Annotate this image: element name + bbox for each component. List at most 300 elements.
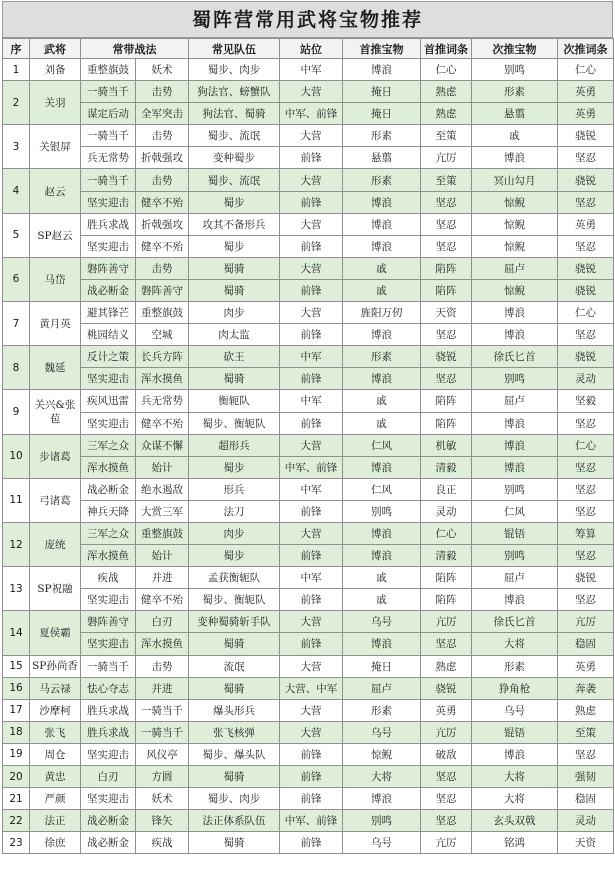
cell-second-treasure: 戚 (472, 125, 558, 147)
cell-team: 蜀步 (189, 191, 280, 213)
cell-second-treasure: 博浪 (472, 412, 558, 434)
cell-second-attr: 骁锐 (558, 125, 614, 147)
cell-team: 流氓 (189, 655, 280, 677)
cell-team: 狗法官、螃蟹队 (189, 81, 280, 103)
cell-first-treasure: 戚 (343, 257, 421, 279)
cell-first-attr: 坚忍 (421, 235, 472, 257)
cell-team: 法刀 (189, 500, 280, 522)
cell-tactic-1: 坚实迎击 (81, 191, 136, 213)
table-row (3, 832, 614, 854)
cell-second-attr: 坚毅 (558, 390, 614, 412)
table-row (3, 147, 614, 169)
cell-seq: 9 (3, 390, 30, 434)
cell-position: 大营 (280, 125, 343, 147)
table-row (3, 169, 614, 191)
cell-general: 刘备 (30, 59, 81, 81)
table-row (3, 235, 614, 257)
cell-tactic-1: 一骑当千 (81, 169, 136, 191)
cell-position: 前锋 (280, 788, 343, 810)
cell-first-treasure: 形素 (343, 125, 421, 147)
cell-position: 前锋 (280, 743, 343, 765)
cell-tactic-2: 并进 (136, 677, 189, 699)
table-row (3, 589, 614, 611)
cell-first-treasure: 别鸣 (343, 810, 421, 832)
cell-first-attr: 陷阵 (421, 589, 472, 611)
cell-first-treasure: 旌阳万仞 (343, 302, 421, 324)
cell-second-attr: 稳固 (558, 788, 614, 810)
cell-first-attr: 至策 (421, 125, 472, 147)
cell-first-attr: 灵动 (421, 500, 472, 522)
cell-team: 攻其不备形兵 (189, 213, 280, 235)
cell-second-treasure: 博浪 (472, 743, 558, 765)
cell-position: 大营 (280, 699, 343, 721)
cell-position: 中军 (280, 478, 343, 500)
cell-second-treasure: 锟铻 (472, 522, 558, 544)
cell-tactic-2: 空城 (136, 324, 189, 346)
cell-position: 前锋 (280, 147, 343, 169)
table-row (3, 766, 614, 788)
cell-tactic-1: 坚实迎击 (81, 235, 136, 257)
cell-first-treasure: 屈卢 (343, 677, 421, 699)
cell-tactic-1: 浑水摸鱼 (81, 545, 136, 567)
cell-second-treasure: 惊鲵 (472, 191, 558, 213)
cell-first-treasure: 博浪 (343, 368, 421, 390)
cell-first-treasure: 戚 (343, 390, 421, 412)
cell-first-attr: 陷阵 (421, 412, 472, 434)
cell-seq: 20 (3, 766, 30, 788)
cell-second-treasure: 乌号 (472, 699, 558, 721)
cell-first-attr: 仁心 (421, 59, 472, 81)
cell-general: 张飞 (30, 721, 81, 743)
cell-first-treasure: 乌号 (343, 721, 421, 743)
cell-general: 步诸葛 (30, 434, 81, 478)
cell-position: 中军 (280, 59, 343, 81)
table-row (3, 500, 614, 522)
cell-tactic-2: 击势 (136, 125, 189, 147)
cell-seq: 17 (3, 699, 30, 721)
cell-team: 肉步 (189, 302, 280, 324)
cell-tactic-1: 神兵天降 (81, 500, 136, 522)
cell-position: 大营 (280, 721, 343, 743)
cell-general: 庞统 (30, 522, 81, 566)
cell-first-attr: 机敏 (421, 434, 472, 456)
table-row (3, 257, 614, 279)
cell-general: SP祝融 (30, 567, 81, 611)
cell-tactic-1: 反计之策 (81, 346, 136, 368)
cell-tactic-1: 战必断金 (81, 832, 136, 854)
cell-team: 超形兵 (189, 434, 280, 456)
cell-second-attr: 灵动 (558, 368, 614, 390)
cell-team: 孟获衡轭队 (189, 567, 280, 589)
cell-tactic-1: 坚实迎击 (81, 412, 136, 434)
cell-general: 夏侯霸 (30, 611, 81, 655)
cell-second-attr: 灵动 (558, 810, 614, 832)
cell-tactic-1: 桃园结义 (81, 324, 136, 346)
cell-second-treasure: 博浪 (472, 434, 558, 456)
cell-first-attr: 陷阵 (421, 279, 472, 301)
cell-team: 蜀骑 (189, 677, 280, 699)
cell-tactic-2: 重整旗鼓 (136, 302, 189, 324)
table-row (3, 478, 614, 500)
cell-seq: 18 (3, 721, 30, 743)
cell-team: 蜀骑 (189, 368, 280, 390)
cell-position: 中军 (280, 346, 343, 368)
cell-tactic-1: 三军之众 (81, 522, 136, 544)
cell-team: 法正体系队伍 (189, 810, 280, 832)
cell-tactic-2: 浑水摸鱼 (136, 368, 189, 390)
cell-first-attr: 熟虑 (421, 655, 472, 677)
cell-team: 蜀步 (189, 235, 280, 257)
table-row (3, 59, 614, 81)
cell-first-treasure: 博浪 (343, 59, 421, 81)
cell-first-attr: 天资 (421, 302, 472, 324)
cell-seq: 2 (3, 81, 30, 125)
cell-tactic-2: 大赏三军 (136, 500, 189, 522)
recommendation-table (2, 38, 614, 854)
cell-first-attr: 坚忍 (421, 788, 472, 810)
cell-second-treasure: 仁风 (472, 500, 558, 522)
cell-first-attr: 骁锐 (421, 346, 472, 368)
cell-first-attr: 清毅 (421, 456, 472, 478)
cell-general: 法正 (30, 810, 81, 832)
cell-tactic-2: 浑水摸鱼 (136, 633, 189, 655)
cell-team: 蜀步、衡轭队 (189, 412, 280, 434)
cell-second-attr: 坚忍 (558, 324, 614, 346)
table-row (3, 279, 614, 301)
cell-first-attr: 亢厉 (421, 147, 472, 169)
cell-position: 前锋 (280, 633, 343, 655)
recommendation-sheet (2, 1, 613, 867)
cell-general: 关兴&张苞 (30, 390, 81, 434)
cell-team: 砍王 (189, 346, 280, 368)
cell-tactic-2: 绝水遏敌 (136, 478, 189, 500)
cell-position: 大营 (280, 522, 343, 544)
cell-second-attr: 坚忍 (558, 191, 614, 213)
cell-first-attr: 坚忍 (421, 766, 472, 788)
cell-position: 前锋 (280, 191, 343, 213)
header-second-treasure: 次推宝物 (472, 39, 558, 59)
cell-position: 前锋 (280, 324, 343, 346)
cell-first-attr: 坚忍 (421, 368, 472, 390)
cell-position: 前锋 (280, 279, 343, 301)
cell-second-treasure: 博浪 (472, 456, 558, 478)
cell-second-treasure: 博浪 (472, 324, 558, 346)
cell-first-treasure: 博浪 (343, 522, 421, 544)
cell-position: 前锋 (280, 235, 343, 257)
cell-team: 蜀步 (189, 545, 280, 567)
cell-first-treasure: 掩日 (343, 655, 421, 677)
cell-tactic-2: 健卒不殆 (136, 412, 189, 434)
cell-general: 严颜 (30, 788, 81, 810)
cell-first-treasure: 博浪 (343, 788, 421, 810)
cell-tactic-2: 疾战 (136, 832, 189, 854)
cell-team: 蜀步、衡轭队 (189, 589, 280, 611)
table-row (3, 125, 614, 147)
cell-tactic-1: 避其锋芒 (81, 302, 136, 324)
cell-tactic-1: 坚实迎击 (81, 368, 136, 390)
cell-seq: 12 (3, 522, 30, 566)
cell-second-attr: 仁心 (558, 302, 614, 324)
cell-tactic-2: 并进 (136, 567, 189, 589)
cell-tactic-1: 浑水摸鱼 (81, 456, 136, 478)
cell-second-treasure: 惊鲵 (472, 235, 558, 257)
cell-first-treasure: 形素 (343, 346, 421, 368)
cell-second-attr: 骁锐 (558, 346, 614, 368)
cell-general: 赵云 (30, 169, 81, 213)
table-row (3, 522, 614, 544)
cell-second-treasure: 冥山勾月 (472, 169, 558, 191)
cell-second-attr: 骁锐 (558, 567, 614, 589)
cell-tactic-1: 疾风迅雷 (81, 390, 136, 412)
header-team: 常见队伍 (189, 39, 280, 59)
cell-second-attr: 天资 (558, 832, 614, 854)
cell-team: 蜀骑 (189, 633, 280, 655)
cell-team: 形兵 (189, 478, 280, 500)
cell-position: 中军 (280, 390, 343, 412)
cell-tactic-1: 一骑当千 (81, 81, 136, 103)
cell-second-treasure: 别鸣 (472, 545, 558, 567)
table-row (3, 81, 614, 103)
cell-general: 黄忠 (30, 766, 81, 788)
cell-general: SP孙尚香 (30, 655, 81, 677)
cell-tactic-2: 击势 (136, 655, 189, 677)
cell-position: 大营 (280, 257, 343, 279)
cell-first-attr: 坚忍 (421, 810, 472, 832)
cell-general: 关羽 (30, 81, 81, 125)
header-first-attr: 首推词条 (421, 39, 472, 59)
cell-second-treasure: 博浪 (472, 147, 558, 169)
cell-seq: 10 (3, 434, 30, 478)
table-row (3, 412, 614, 434)
cell-seq: 21 (3, 788, 30, 810)
table-row (3, 324, 614, 346)
table-row (3, 721, 614, 743)
cell-seq: 14 (3, 611, 30, 655)
cell-team: 蜀骑 (189, 832, 280, 854)
table-row (3, 611, 614, 633)
cell-position: 前锋 (280, 766, 343, 788)
cell-first-attr: 亢厉 (421, 721, 472, 743)
cell-seq: 19 (3, 743, 30, 765)
cell-position: 中军、前锋 (280, 456, 343, 478)
cell-position: 中军、前锋 (280, 810, 343, 832)
cell-seq: 7 (3, 302, 30, 346)
cell-team: 蜀步、肉步 (189, 788, 280, 810)
cell-second-treasure: 别鸣 (472, 59, 558, 81)
header-first-treasure: 首推宝物 (343, 39, 421, 59)
header-row (3, 39, 614, 59)
cell-second-treasure: 别鸣 (472, 368, 558, 390)
table-row (3, 103, 614, 125)
cell-second-attr: 坚忍 (558, 147, 614, 169)
cell-tactic-1: 兵无常势 (81, 147, 136, 169)
cell-team: 蜀步 (189, 456, 280, 478)
table-row (3, 699, 614, 721)
cell-tactic-2: 风仪亭 (136, 743, 189, 765)
cell-team: 变种蜀步 (189, 147, 280, 169)
cell-tactic-2: 兵无常势 (136, 390, 189, 412)
cell-team: 爆头形兵 (189, 699, 280, 721)
cell-team: 肉太监 (189, 324, 280, 346)
table-row (3, 655, 614, 677)
cell-second-treasure: 狰角枪 (472, 677, 558, 699)
cell-position: 大营 (280, 434, 343, 456)
cell-seq: 23 (3, 832, 30, 854)
cell-first-treasure: 博浪 (343, 213, 421, 235)
cell-second-attr: 坚忍 (558, 235, 614, 257)
cell-general: SP赵云 (30, 213, 81, 257)
cell-position: 大营 (280, 169, 343, 191)
cell-seq: 11 (3, 478, 30, 522)
cell-second-attr: 熟虑 (558, 699, 614, 721)
cell-tactic-1: 战必断金 (81, 810, 136, 832)
cell-general: 马云禄 (30, 677, 81, 699)
cell-tactic-1: 怯心夺志 (81, 677, 136, 699)
cell-first-treasure: 掩日 (343, 103, 421, 125)
cell-first-attr: 坚忍 (421, 191, 472, 213)
cell-general: 关银屏 (30, 125, 81, 169)
cell-first-treasure: 博浪 (343, 191, 421, 213)
cell-second-attr: 坚忍 (558, 743, 614, 765)
cell-general: 弓诸葛 (30, 478, 81, 522)
cell-general: 周仓 (30, 743, 81, 765)
header-seq: 序 (3, 39, 30, 59)
cell-team: 蜀步、爆头队 (189, 743, 280, 765)
cell-position: 大营 (280, 655, 343, 677)
cell-second-treasure: 屈卢 (472, 257, 558, 279)
cell-tactic-2: 一骑当千 (136, 721, 189, 743)
table-row (3, 346, 614, 368)
table-row (3, 567, 614, 589)
cell-first-attr: 仁心 (421, 522, 472, 544)
cell-second-attr: 英勇 (558, 81, 614, 103)
cell-tactic-1: 谋定后动 (81, 103, 136, 125)
cell-second-treasure: 惊鲵 (472, 279, 558, 301)
cell-tactic-2: 重整旗鼓 (136, 522, 189, 544)
cell-tactic-2: 一骑当千 (136, 699, 189, 721)
cell-second-attr: 强韧 (558, 766, 614, 788)
cell-tactic-1: 磐阵善守 (81, 611, 136, 633)
cell-team: 蜀步、流氓 (189, 125, 280, 147)
cell-first-attr: 至策 (421, 169, 472, 191)
cell-tactic-2: 锋矢 (136, 810, 189, 832)
table-row (3, 743, 614, 765)
table-row (3, 788, 614, 810)
cell-seq: 15 (3, 655, 30, 677)
cell-position: 中军 (280, 567, 343, 589)
cell-tactic-2: 长兵方阵 (136, 346, 189, 368)
cell-first-treasure: 博浪 (343, 633, 421, 655)
cell-first-treasure: 仁风 (343, 478, 421, 500)
cell-second-treasure: 锟铻 (472, 721, 558, 743)
cell-first-attr: 亢厉 (421, 611, 472, 633)
cell-first-treasure: 博浪 (343, 324, 421, 346)
cell-tactic-1: 胜兵求战 (81, 699, 136, 721)
cell-tactic-1: 胜兵求战 (81, 721, 136, 743)
cell-second-attr: 至策 (558, 721, 614, 743)
cell-second-attr: 英勇 (558, 655, 614, 677)
cell-second-attr: 英勇 (558, 213, 614, 235)
cell-first-attr: 陷阵 (421, 390, 472, 412)
cell-position: 大营、中军 (280, 677, 343, 699)
cell-second-attr: 坚忍 (558, 589, 614, 611)
cell-seq: 16 (3, 677, 30, 699)
table-row (3, 633, 614, 655)
cell-tactic-2: 妖术 (136, 788, 189, 810)
cell-tactic-1: 磐阵善守 (81, 257, 136, 279)
cell-team: 肉步 (189, 522, 280, 544)
cell-first-attr: 陷阵 (421, 567, 472, 589)
table-row (3, 213, 614, 235)
cell-general: 沙摩柯 (30, 699, 81, 721)
cell-second-treasure: 形素 (472, 655, 558, 677)
cell-first-attr: 破敌 (421, 743, 472, 765)
cell-tactic-2: 始计 (136, 456, 189, 478)
table-row (3, 390, 614, 412)
table-row (3, 456, 614, 478)
cell-second-attr: 坚忍 (558, 500, 614, 522)
cell-tactic-1: 坚实迎击 (81, 589, 136, 611)
cell-first-attr: 熟虑 (421, 103, 472, 125)
table-row (3, 545, 614, 567)
cell-position: 大营 (280, 611, 343, 633)
header-tactics: 常带战法 (81, 39, 189, 59)
cell-second-treasure: 大将 (472, 766, 558, 788)
cell-second-treasure: 别鸣 (472, 478, 558, 500)
cell-team: 张飞核弹 (189, 721, 280, 743)
cell-first-treasure: 博浪 (343, 545, 421, 567)
cell-tactic-1: 坚实迎击 (81, 788, 136, 810)
cell-second-attr: 骁锐 (558, 279, 614, 301)
cell-tactic-2: 折戟强攻 (136, 213, 189, 235)
cell-second-attr: 骁锐 (558, 257, 614, 279)
cell-team: 蜀步、流氓 (189, 169, 280, 191)
cell-tactic-2: 击势 (136, 81, 189, 103)
header-second-attr: 次推词条 (558, 39, 614, 59)
cell-tactic-1: 一骑当千 (81, 655, 136, 677)
cell-position: 中军、前锋 (280, 103, 343, 125)
cell-first-attr: 陷阵 (421, 257, 472, 279)
cell-first-treasure: 戚 (343, 412, 421, 434)
cell-tactic-1: 坚实迎击 (81, 633, 136, 655)
cell-tactic-1: 胜兵求战 (81, 213, 136, 235)
cell-seq: 5 (3, 213, 30, 257)
cell-tactic-1: 白刃 (81, 766, 136, 788)
cell-first-attr: 坚忍 (421, 633, 472, 655)
cell-tactic-2: 妖术 (136, 59, 189, 81)
cell-first-treasure: 别鸣 (343, 500, 421, 522)
cell-second-treasure: 博浪 (472, 589, 558, 611)
cell-seq: 1 (3, 59, 30, 81)
cell-general: 黄月英 (30, 302, 81, 346)
cell-tactic-1: 战必断金 (81, 478, 136, 500)
cell-first-treasure: 博浪 (343, 235, 421, 257)
cell-tactic-2: 健卒不殆 (136, 191, 189, 213)
cell-seq: 4 (3, 169, 30, 213)
cell-first-treasure: 悬翦 (343, 147, 421, 169)
cell-seq: 22 (3, 810, 30, 832)
cell-tactic-2: 全军突击 (136, 103, 189, 125)
table-body (3, 59, 614, 854)
cell-second-attr: 奔袭 (558, 677, 614, 699)
cell-second-attr: 坚忍 (558, 478, 614, 500)
table-row (3, 434, 614, 456)
cell-tactic-1: 重整旗鼓 (81, 59, 136, 81)
cell-second-treasure: 大将 (472, 788, 558, 810)
cell-first-attr: 亢厉 (421, 832, 472, 854)
cell-first-treasure: 形素 (343, 699, 421, 721)
cell-tactic-2: 磐阵善守 (136, 279, 189, 301)
